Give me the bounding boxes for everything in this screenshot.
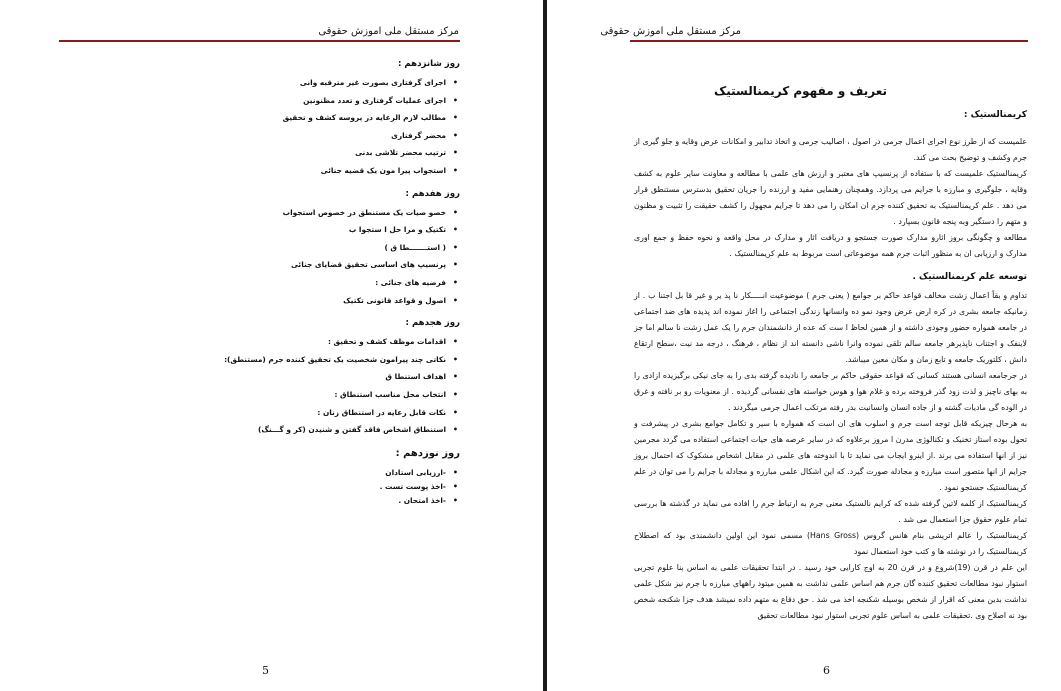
page-header: مرکز مستقل ملی اموزش حقوقی [318, 26, 459, 37]
page-number: 6 [823, 664, 830, 677]
list-item: • اهداف استنطا ق [220, 368, 446, 386]
day-19 [220, 447, 460, 508]
section-label: کریمنالستیک : [963, 110, 1027, 120]
list-item: • -اخذ پوست تست . [220, 480, 446, 494]
list-item: • انتخاب محل مناسب استنطاق : [220, 386, 446, 404]
paragraph: کریمنالستیک را عالم اتریشی بنام هانس گروس (Hans Gross) مسمی نمود این اولین دانشمندی بود که اصطلاح کریمنالستیک را در نوشته ها و کتب خود استعمال نمود [634, 531, 1027, 556]
page-header: مرکز مستقل ملی اموزش حقوقی [600, 26, 741, 37]
day-items [220, 333, 460, 439]
paragraph: در جرجامعه انسانی هستند کسانی که قواعد حقوقی حاکم بر جامعه را نادیده گرفته بدی را به جای نیکی برگیزیده ازادی را به بهای ناچیز و لذت زود گذر فروخته برده و غلام هوا و هوس خواسته های نفسانی گردیده . از معنویات رو بر نافته و غرق در الوده گی مادیات گشته و از جاده انسان وانسانیت بدر رفته مرتکب اعمال جرمی میگردند . [634, 371, 1027, 412]
list-item: • نکاتی چند پیرامون شخصیت یک تحقیق کننده جرم (مستنطق): [220, 351, 446, 369]
day-title: روز هجدهم : [405, 318, 460, 329]
article-title: تعریف و مفهوم کریمنالستیک [713, 84, 888, 98]
right-page [547, 0, 1061, 691]
list-item: • استنطاق اشخاص فاقد گفتن و شنیدن (کر و گـــنگ) [220, 421, 446, 439]
list-item: • ترتیب محضر تلاشی بدنی [220, 144, 446, 162]
header-rule [59, 40, 460, 42]
list-item: • -ارزیابی استادان [220, 466, 446, 480]
paragraph: مطالعه و چگونگی بروز اثارو مدارک صورت جستجو و دریافت اثار و مدارک در محل واقعه و نحوه حفظ و جمع اوری مدارک و ارزیابی ان به منظور اثبات جرم همه موضوعاتی است مربوط به علم کریمنالستیک . [634, 233, 1027, 258]
list-item: • اجرای عملیات گرفتاری و تعدد مظنونین [220, 92, 446, 110]
day-title: روز نوزدهم : [395, 447, 460, 459]
list-item: • محضر گرفتاری [220, 127, 446, 145]
day-18 [220, 317, 460, 439]
schedule [220, 58, 460, 516]
paragraph: این علم در قرن (19)شروع و در قرن 20 به اوج کارایی خود رسید . در ابتدا تحقیقات علمی به اساس بنا علوم تجربی استوار نبود مطالعات تحقیق کننده گان جرم هم اساس علمی نداشت به همین میتود راههای مبارزه با جرم نیز شکل علمی نداشت بدین معنی که اقرار از شخص بوسیله شکنجه اخذ می شد . حق دفاع به متهم داده نمیشد هدف جزا شکنجه شخص بود نه اصلاح وی .تحقیقات علمی به اساس علوم تجربی استوار نبود مطالعات تحقیق [634, 563, 1027, 620]
day-items [220, 204, 460, 310]
day-items [220, 466, 460, 508]
list-item: • نکات قابل رعایه در استنطاق زنان : [220, 404, 446, 422]
day-title: روز هفدهم : [405, 188, 460, 199]
paragraph: تداوم و بقاً اعمال زشت مخالف قواعد حاکم بر جوامع ( یعنی جرم ) موضوعیت انـــــکار نا پذ یر و غیر قا بل اجتنا ب . از زمانیکه جامعه بشری در کره ارض عرض وجود نمو ده وانسانها زندگی اجتماعی را اغاز نموده اند پدیده های ضد اجتماعی در جامعه همواره حضور وجودی داشته و از همین لحاظ ا ست که عده از دانشمندان جرم را یک عمل زشت نا سالم اما جز لاینفک و اجتناب ناپذیرهر جامعه سالم تلقی نموده وانرا ناشی دانسته اند از نظام ، فرهنگ ، درجه مد نیت ،سطح ارتقاع دانش ، کلتوریک جامعه و تابع زمان و مکان معین میباشد. [634, 291, 1027, 364]
list-item: • اقدامات موظف کشف و تحقیق : [220, 333, 446, 351]
header-rule [630, 40, 1028, 42]
list-item: • ( استـــــــطا ق ) [220, 239, 446, 257]
list-item: • مطالب لازم الرعایه در پروسه کشف و تحقیق [220, 109, 446, 127]
paragraph: کریمنالستیک از کلمه لاتین گرفته شده که کرایم نالستیک معنی جرم به ارتباط جرم را افاده می نماید در گذشته ها بررسی تمام علوم حقوق جزا استعمال می شد . [634, 499, 1027, 524]
day-title: روز شانزدهم : [397, 59, 460, 69]
article-body [634, 82, 1027, 624]
section-title: توسعه علم کریمنالستیک . [912, 272, 1027, 282]
day-16 [220, 58, 460, 180]
day-17 [220, 188, 460, 310]
list-item: • فرضیه های جنائی : [220, 274, 446, 292]
list-item: • خصو صیات یک مستنطق در خصوص استجواب [220, 204, 446, 222]
paragraph: کریمنالستیک علمیست که با ستفاده از پرنسیپ های معتبر و ارزش های علمی با مطالعه و معاونت سایر علوم به کشف وقایه ، جلوگیری و مبارزه با جرایم می پردازد. وهمچنان رهنمایی مفید و ارزنده را جریان تحقیق بدسترس مستنطق قرار می دهد . علم کریمنالستیک به تحقیق کننده جرم ان امکان را می دهد تا جرایم مجهول را کشف حقیقت را تثبیت و مظنون و متهم را دستگیر وبه پنجه قانون بسپارد . [634, 169, 1027, 226]
list-item: • اجرای گرفتاری بصورت غیر مترقبه وانی [220, 74, 446, 92]
list-item: • اصول و قواعد قانونی تکتیک [220, 292, 446, 310]
list-item: • تکتیک و مرا حل ا ستجوا ب [220, 221, 446, 239]
day-items [220, 74, 460, 180]
list-item: • استجواب پیرا مون یک قضیه جنائی [220, 162, 446, 180]
paragraph: به هرحال چیزیکه قابل توجه است جرم و اسلوب های ان است که همواره با سیر و تکامل جوامع بشری در پیشرفت و تحول بوده استاز تخنیک و تکنالوژی مدرن ا مروز برعلاوه که در سایر عرصه های حیات اجتماعی استفاده می گردد مجرمین نیز از انها استفاده می برند .از اینرو ایجاب می نماید تا با اندوخته های علمی در مقابل اشخاص مشکوک که احتمال بروز جرایم از انها متصور است مبارزه و مجادله صورت گیرد. که این اشکال علمی مبارزه و مجادله با جرایم را می توان در علم کریمنالستیک جستجو نمود . [634, 419, 1027, 492]
page-number: 5 [262, 664, 269, 677]
paragraph: علمیست که از طرز نوع اجرای اعمال جرمی در اصول ، اصالیب جرمی و اتخاذ تدابیر و امکانات عرض وقایه و جلو گیری از جرم وکشف و توضیح بحث می کند. [634, 137, 1027, 162]
list-item: • -اخذ امتحان . [220, 494, 446, 508]
list-item: • پرنسیپ های اساسی تحقیق قضایای جنائی [220, 256, 446, 274]
